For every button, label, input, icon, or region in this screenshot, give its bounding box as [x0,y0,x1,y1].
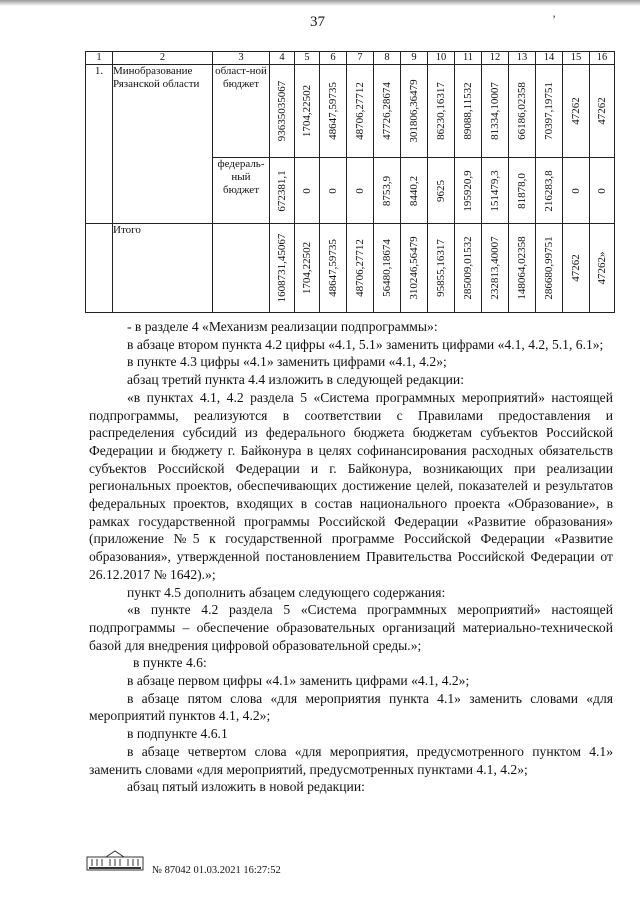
document-footer: № 87042 01.03.2021 16:27:52 [152,865,281,876]
value-text: 301806,36479 [408,79,420,143]
paragraph: в абзаце пятом слова «для мероприятия пункта 4.1» заменить словами «для мероприятий пунктов 4.1, 4.2»; [89,690,613,724]
value-text: 47262» [596,251,608,285]
value-text: 1608731,45067 [276,233,288,303]
value-cell [428,224,455,313]
value-text: 9625 [435,179,447,202]
value-text: 70397,19751 [543,82,555,140]
value-cell [270,65,295,158]
paragraph: в пункте 4.6: [133,655,207,671]
value-text: 93635035067 [276,80,288,142]
value-cell [455,224,482,313]
value-text: 1704,22502 [301,84,313,138]
value-text: 148064,02358 [516,236,528,300]
paragraph: абзац пятый изложить в новой редакции: [127,779,365,795]
header-cell: 11 [455,52,482,65]
value-cell [590,224,615,313]
value-text: 66186,02358 [516,82,528,140]
value-cell [347,65,374,158]
value-text: 86230,16317 [435,82,447,140]
row-number: 1. [86,65,113,224]
document-body [89,318,613,796]
building-stamp-icon [86,849,144,871]
value-text: 672381,1 [276,169,288,212]
header-cell: 10 [428,52,455,65]
value-text: 47262 [596,97,608,125]
header-cell: 14 [536,52,563,65]
value-cell [509,224,536,313]
paragraph: в подпункте 4.6.1 [127,726,228,742]
value-cell [320,224,347,313]
value-cell [347,224,374,313]
header-cell: 15 [563,52,590,65]
page-number: 37 [310,14,325,30]
value-cell [320,158,347,224]
value-cell [455,158,482,224]
header-cell: 4 [270,52,295,65]
header-cell: 13 [509,52,536,65]
table-header-row [86,52,615,65]
value-cell [563,224,590,313]
value-text: 195920,9 [462,169,474,212]
value-cell [320,65,347,158]
value-cell [401,65,428,158]
value-text: 310246,56479 [408,236,420,300]
scan-top-edge [0,0,640,6]
header-cell: 1 [86,52,113,65]
table-row-oblast-budget [86,65,615,158]
value-cell [536,224,563,313]
value-cell [295,158,320,224]
value-cell [509,65,536,158]
value-cell [295,224,320,313]
paragraph: в абзаце четвертом слова «для мероприятия, предусмотренного пунктом 4.1» заменить словами «для мероприятий, предусмотренных пунктами 4.1, 4.2»; [89,743,613,777]
value-cell [590,158,615,224]
value-text: 47726,28674 [381,82,393,140]
value-text: 0 [354,187,366,194]
total-label: Итого [113,224,213,313]
value-cell [563,158,590,224]
paragraph: «в пункте 4.2 раздела 5 «Система программных мероприятий» настоящей подпрограммы – обеспечение образовательных организаций материально-технической базой для внедрения цифровой образовательной среды.»; [89,602,613,653]
value-text: 216283,8 [543,169,555,212]
organization-cell: Минобразование Рязанской области [113,65,213,224]
value-text: 285009,01532 [462,236,474,300]
value-text: 0 [327,187,339,194]
value-text: 47262 [570,254,582,282]
table-row-total [86,224,615,313]
budget-label-federal: федераль-ный бюджет [213,158,270,224]
value-cell [270,224,295,313]
value-cell [347,158,374,224]
value-text: 48647,59735 [327,82,339,140]
value-text: 48706,27712 [354,239,366,297]
header-cell: 8 [374,52,401,65]
value-cell [563,65,590,158]
value-text: 286680,99751 [543,236,555,300]
header-cell: 5 [295,52,320,65]
value-cell [428,158,455,224]
value-cell [482,158,509,224]
header-cell: 3 [213,52,270,65]
value-cell [374,158,401,224]
value-text: 8440,2 [408,175,420,206]
paragraph: в абзаце втором пункта 4.2 цифры «4.1, 5.1» заменить цифрами «4.1, 4.2, 5.1, 6.1»; [127,336,604,352]
header-cell: 16 [590,52,615,65]
value-text: 48647,59735 [327,239,339,297]
value-text: 81334,10007 [489,82,501,140]
value-text: 48706,27712 [354,82,366,140]
value-cell [270,158,295,224]
paragraph: «в пунктах 4.1, 4.2 раздела 5 «Система программных мероприятий» настоящей подпрограммы, реализуются в соответствии с Правилами предоставления и распределения субсидий из федерального бюджета бюджетам субъектов Российской Федерации и бюджету г. Байконура в целях софинансирования расходных обязательств субъектов Российской Федерации и г. Байконура, возникающих при реализации региональных проектов, обеспечивающих достижение целей, показателей и результатов федеральных проектов, входящих в состав национального проекта «Образование», в рамках государственной программы Российской Федерации «Развитие образования» (приложение №5 к государственной программе Российской Федерации «Развитие образования», утвержденной постановлением Правительства Российской Федерации от 26.12.2017 № 1642).»; [89,389,613,582]
value-cell [401,224,428,313]
value-cell [374,224,401,313]
header-cell: 6 [320,52,347,65]
value-cell [509,158,536,224]
header-cell: 12 [482,52,509,65]
value-text: 232813,40007 [489,236,501,300]
value-text: 81878,0 [516,172,528,209]
value-text: 1704,22502 [301,241,313,295]
value-text: 8753,9 [381,175,393,206]
paragraph: - в разделе 4 «Механизм реализации подпрограммы»: [127,319,438,334]
value-text: 47262 [570,97,582,125]
value-cell [374,65,401,158]
paragraph: пункт 4.5 дополнить абзацем следующего содержания: [127,584,446,600]
header-cell: 9 [401,52,428,65]
value-cell [482,65,509,158]
value-cell [590,65,615,158]
value-cell [455,65,482,158]
value-text: 56480,18674 [381,239,393,297]
value-cell [401,158,428,224]
value-cell [428,65,455,158]
value-text: 0 [301,187,313,194]
value-cell [295,65,320,158]
header-cell: 7 [347,52,374,65]
financing-table [85,51,615,313]
paragraph: абзац третий пункта 4.4 изложить в следующей редакции: [127,372,464,388]
corner-mark: ’ [552,12,556,26]
value-text: 0 [570,187,582,194]
paragraph: в абзаце первом цифры «4.1» заменить цифрами «4.1, 4.2»; [127,673,470,689]
value-cell [536,158,563,224]
value-text: 89088,11532 [462,82,474,140]
value-text: 95855,16317 [435,239,447,297]
header-cell: 2 [113,52,213,65]
value-text: 151479,3 [489,169,501,212]
budget-label-oblast: област-ной бюджет [213,65,270,158]
value-cell [482,224,509,313]
paragraph: в пункте 4.3 цифры «4.1» заменить цифрами «4.1, 4.2»; [127,354,447,370]
value-text: 0 [596,187,608,194]
value-cell [536,65,563,158]
